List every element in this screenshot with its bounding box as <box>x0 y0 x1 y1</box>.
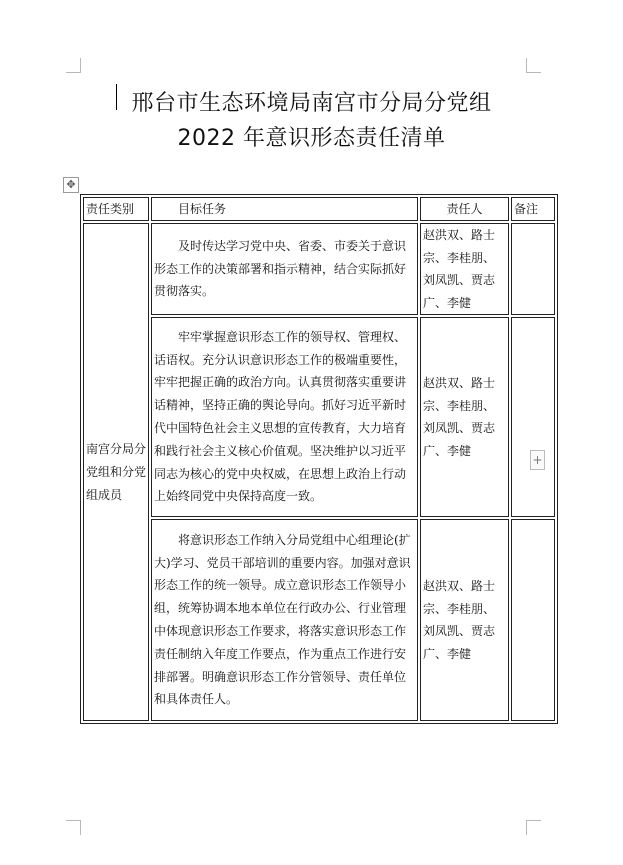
remark-cell[interactable] <box>511 519 555 721</box>
person-cell[interactable]: 赵洪双、路士宗、李桂朋、刘凤凯、贾志广、李健 <box>420 317 509 517</box>
remark-cell[interactable] <box>511 317 555 517</box>
table-row <box>83 519 555 721</box>
header-remark[interactable]: 备注 <box>511 197 555 221</box>
task-cell[interactable]: 将意识形态工作纳入分局党组中心组理论(扩大)学习、党员干部培训的重要内容。加强对意识形态工作的统一领导。成立意识形态工作领导小组，统筹协调本地本单位在行政办公、行业管理中体现意识形态工作要求，将落实意识形态工作责任制纳入年度工作要点，作为重点工作进行安排部署。明确意识形态工作分管领导、责任单位和具体责任人。 <box>151 519 418 721</box>
page-corner-mark-bottom-right <box>526 820 541 835</box>
task-cell[interactable]: 及时传达学习党中央、省委、市委关于意识形态工作的决策部署和指示精神，结合实际抓好贯彻落实。 <box>151 223 418 315</box>
person-cell[interactable]: 赵洪双、路士宗、李桂朋、刘凤凯、贾志广、李健 <box>420 519 509 721</box>
remark-cell[interactable] <box>511 223 555 315</box>
table-row <box>83 317 555 517</box>
header-task[interactable]: 目标任务 <box>151 197 418 221</box>
page-corner-mark-top-left <box>66 58 81 73</box>
document-title-line-1[interactable]: 邢台市生态环境局南宫市分局分党组 <box>131 91 492 116</box>
document-title-line-2[interactable]: 2022 年意识形态责任清单 <box>177 126 446 151</box>
page-corner-mark-top-right <box>526 58 541 73</box>
add-column-button[interactable]: + <box>530 450 545 470</box>
task-cell[interactable]: 牢牢掌握意识形态工作的领导权、管理权、话语权。充分认识意识形态工作的极端重要性，牢牢把握正确的政治方向。认真贯彻落实重要讲话精神，坚持正确的舆论导向。抓好习近平新时代中国特色社会主义思想的宣传教育，大力培育和践行社会主义核心价值观。坚决维护以习近平同志为核心的党中央权威，在思想上政治上行动上始终同党中央保持高度一致。 <box>151 317 418 517</box>
responsibility-table <box>80 194 558 724</box>
table-header-row <box>83 197 555 221</box>
table-move-handle-icon[interactable]: ✥ <box>63 177 79 193</box>
table-row <box>83 223 555 315</box>
person-cell[interactable]: 赵洪双、路士宗、李桂朋、刘凤凯、贾志广、李健 <box>420 223 509 315</box>
category-cell[interactable]: 南宫分局分党组和分党组成员 <box>83 223 149 721</box>
header-person[interactable]: 责任人 <box>420 197 509 221</box>
header-category[interactable]: 责任类别 <box>83 197 149 221</box>
page-corner-mark-bottom-left <box>66 820 81 835</box>
